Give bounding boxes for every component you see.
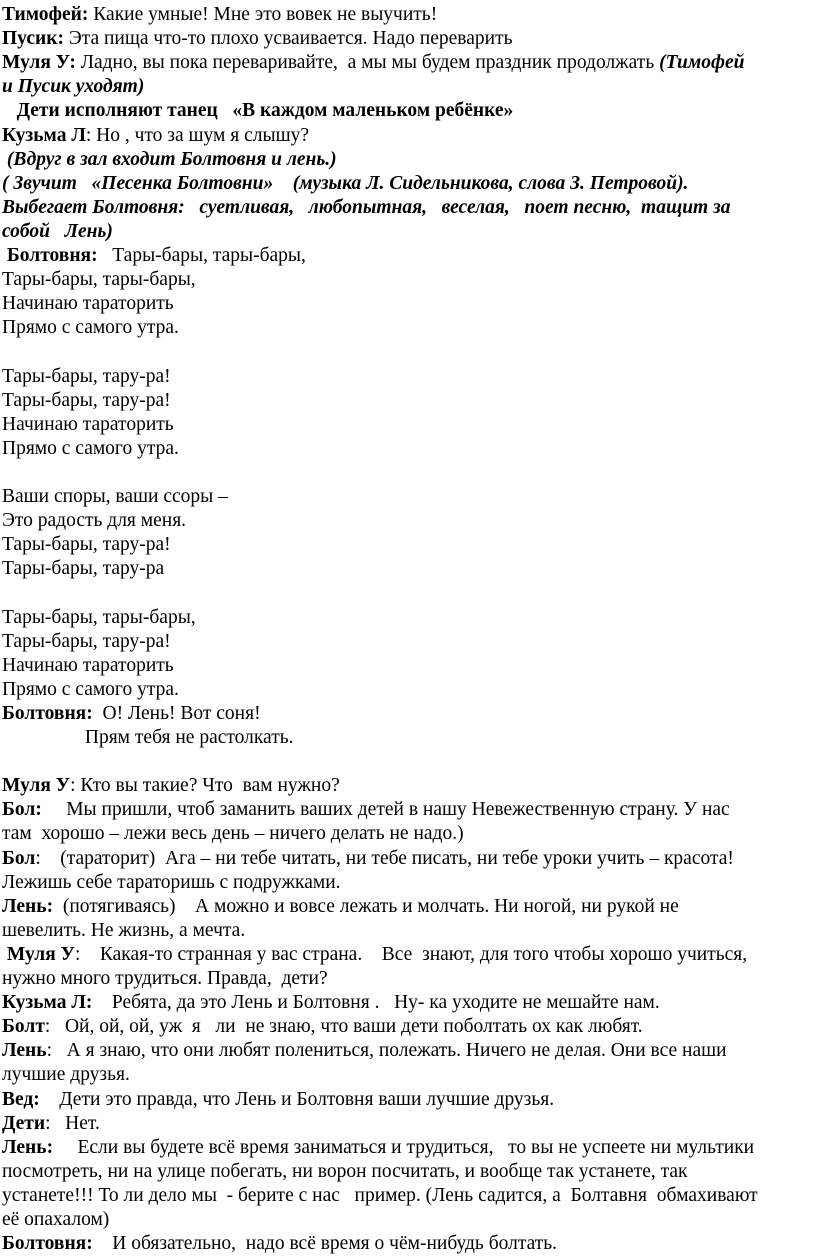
stage-direction: (Тимофей: [659, 52, 745, 74]
line-text: Лежишь себе тараторишь с подружками.: [2, 871, 341, 893]
text-line: [2, 268, 196, 292]
line-text: посмотреть, ни на улице побегать, ни ворон посчитать, и вообще так устанете, так: [2, 1160, 688, 1182]
text-line: [2, 919, 245, 943]
text-line: [2, 1232, 557, 1256]
stage-direction: собой Лень): [2, 220, 113, 242]
speaker-label: Лень: [2, 1040, 47, 1062]
line-text: Тары-бары, тары-бары,: [97, 245, 306, 266]
line-text: лучшие друзья.: [2, 1064, 130, 1086]
speaker-label: Бол: [2, 847, 36, 869]
text-line: [2, 292, 174, 316]
text-line: [2, 437, 179, 461]
line-text: устанете!!! То ли дело мы - берите с нас пример. (Лень садится, а Болтавня обмахивают: [2, 1184, 758, 1206]
line-text: Ребята, да это Лень и Болтовня . Ну- ка уходите не мешайте нам.: [92, 992, 660, 1014]
text-line: [2, 967, 328, 991]
text-line: [2, 316, 179, 340]
speaker-label: Лень:: [2, 1136, 54, 1158]
line-text: : Нет.: [45, 1112, 100, 1134]
text-line: [2, 557, 164, 581]
text-line: [2, 654, 174, 678]
text-line: [2, 991, 660, 1015]
line-text: О! Лень! Вот соня!: [92, 702, 261, 724]
text-line: [2, 1208, 109, 1232]
text-line: [2, 1136, 754, 1160]
text-line: [2, 389, 171, 413]
speaker-label: Кузьма Л: [2, 124, 86, 146]
line-text: : Ой, ой, ой, уж я ли не знаю, что ваши дети поболтать ох как любят.: [44, 1016, 643, 1038]
line-text: Начинаю тараторить: [2, 413, 174, 435]
line-text: : Какая-то странная у вас страна. Все знают, для того чтобы хорошо учиться,: [74, 943, 748, 965]
line-text: Мы пришли, чтоб заманить ваших детей в нашу Невежественную страну. У нас: [41, 799, 730, 821]
text-line: [2, 413, 174, 437]
speaker-label: Болтовня:: [2, 245, 98, 266]
text-line: [2, 509, 186, 533]
text-line: [2, 99, 513, 123]
line-text: Дети это правда, что Лень и Болтовня ваши лучшие друзья.: [39, 1088, 555, 1110]
line-text: Если вы будете всё время заниматься и трудиться, то вы не успеете ни мультики: [53, 1136, 755, 1158]
line-text: Тары-бары, тары-бары,: [2, 269, 196, 291]
line-text: там хорошо – лежи весь день – ничего делать не надо.): [2, 823, 464, 845]
line-text: Прямо с самого утра.: [2, 437, 179, 459]
text-line: [2, 1160, 688, 1184]
speaker-label: Дети: [2, 1112, 46, 1134]
text-line: [2, 27, 513, 51]
text-line: [2, 1063, 130, 1087]
text-line: [2, 871, 341, 895]
text-line: [2, 726, 293, 750]
line-text: : (тараторит) Ага – ни тебе читать, ни тебе писать, ни тебе уроки учить – красота!: [35, 847, 734, 869]
speaker-label: Болтовня:: [2, 1233, 93, 1255]
text-line: [2, 172, 688, 196]
speaker-label: Вед:: [2, 1088, 40, 1110]
line-text: нужно много трудиться. Правда, дети?: [2, 968, 328, 989]
text-line: [2, 1088, 554, 1112]
text-line: [2, 774, 340, 798]
speaker-label: Муля У: [2, 775, 71, 797]
text-line: [2, 943, 747, 967]
line-text: Эта пища что-то плохо усваивается. Надо переварить: [63, 28, 513, 50]
text-line: [2, 630, 171, 654]
text-line: [2, 196, 730, 220]
line-text: её опахалом): [2, 1209, 110, 1230]
text-line: [2, 485, 228, 509]
text-line: [2, 1015, 643, 1039]
line-text: Какие умные! Мне это вовек не выучить!: [88, 4, 438, 25]
line-text: шевелить. Не жизнь, а мечта.: [2, 919, 246, 941]
text-line: [2, 3, 437, 27]
line-text: Тары-бары, тару-ра!: [2, 365, 171, 387]
text-line: [2, 148, 337, 172]
speaker-label: Муля У:: [2, 52, 76, 74]
line-text: Начинаю тараторить: [2, 293, 174, 315]
speaker-label: Муля У: [2, 943, 75, 965]
text-line: [2, 365, 171, 389]
line-text: Ладно, вы пока переваривайте, а мы мы будем праздник продолжать: [75, 52, 660, 74]
text-line: [2, 822, 464, 846]
line-text: И обязательно, надо всё время о чём-нибудь болтать.: [92, 1233, 558, 1255]
line-text: Прям тебя не растолкать.: [2, 727, 294, 748]
text-line: [2, 75, 144, 99]
text-line: [2, 533, 171, 557]
line-text: Тары-бары, тары-бары,: [2, 606, 196, 628]
speaker-label: Пусик:: [2, 28, 64, 50]
text-line: [2, 124, 309, 148]
text-line: [2, 1184, 758, 1208]
text-line: [2, 847, 734, 871]
speaker-label: Дети исполняют танец «В каждом маленьком ребёнке»: [2, 100, 514, 122]
text-line: [2, 606, 196, 630]
text-line: [2, 244, 306, 268]
stage-direction: (Вдруг в зал входит Болтовня и лень.): [2, 148, 337, 170]
speaker-label: Болтовня:: [2, 702, 93, 724]
speaker-label: Кузьма Л:: [2, 992, 93, 1014]
line-text: Прямо с самого утра.: [2, 678, 179, 700]
line-text: : А я знаю, что они любят полениться, полежать. Ничего не делая. Они все наши: [46, 1040, 727, 1062]
text-line: [2, 51, 744, 75]
speaker-label: Болт: [2, 1016, 45, 1038]
speaker-label: Лень:: [2, 895, 54, 917]
text-line: [2, 220, 113, 244]
line-text: Тары-бары, тару-ра!: [2, 630, 171, 652]
speaker-label: Бол:: [2, 799, 42, 821]
line-text: Ваши споры, ваши ссоры –: [2, 486, 228, 507]
stage-direction: и Пусик уходят): [2, 76, 145, 98]
speaker-label: Тимофей:: [2, 4, 89, 25]
text-line: [2, 1112, 100, 1136]
stage-direction: ( Звучит «Песенка Болтовни» (музыка Л. Сидельникова, слова З. Петровой).: [2, 172, 689, 194]
text-line: [2, 895, 679, 919]
text-line: [2, 678, 179, 702]
line-text: (потягиваясь) А можно и вовсе лежать и молчать. Ни ногой, ни рукой не: [53, 895, 679, 917]
line-text: : Кто вы такие? Что вам нужно?: [70, 775, 340, 797]
text-line: [2, 798, 730, 822]
text-line: [2, 1039, 727, 1063]
line-text: : Но , что за шум я слышу?: [85, 124, 310, 146]
text-line: [2, 702, 261, 726]
line-text: Тары-бары, тару-ра: [2, 558, 165, 580]
line-text: Прямо с самого утра.: [2, 317, 179, 339]
line-text: Это радость для меня.: [2, 510, 187, 532]
line-text: Начинаю тараторить: [2, 654, 174, 676]
line-text: Тары-бары, тару-ра!: [2, 389, 171, 411]
stage-direction: Выбегает Болтовня: суетливая, любопытная, веселая, поет песню, тащит за: [2, 196, 731, 218]
line-text: Тары-бары, тару-ра!: [2, 534, 171, 556]
